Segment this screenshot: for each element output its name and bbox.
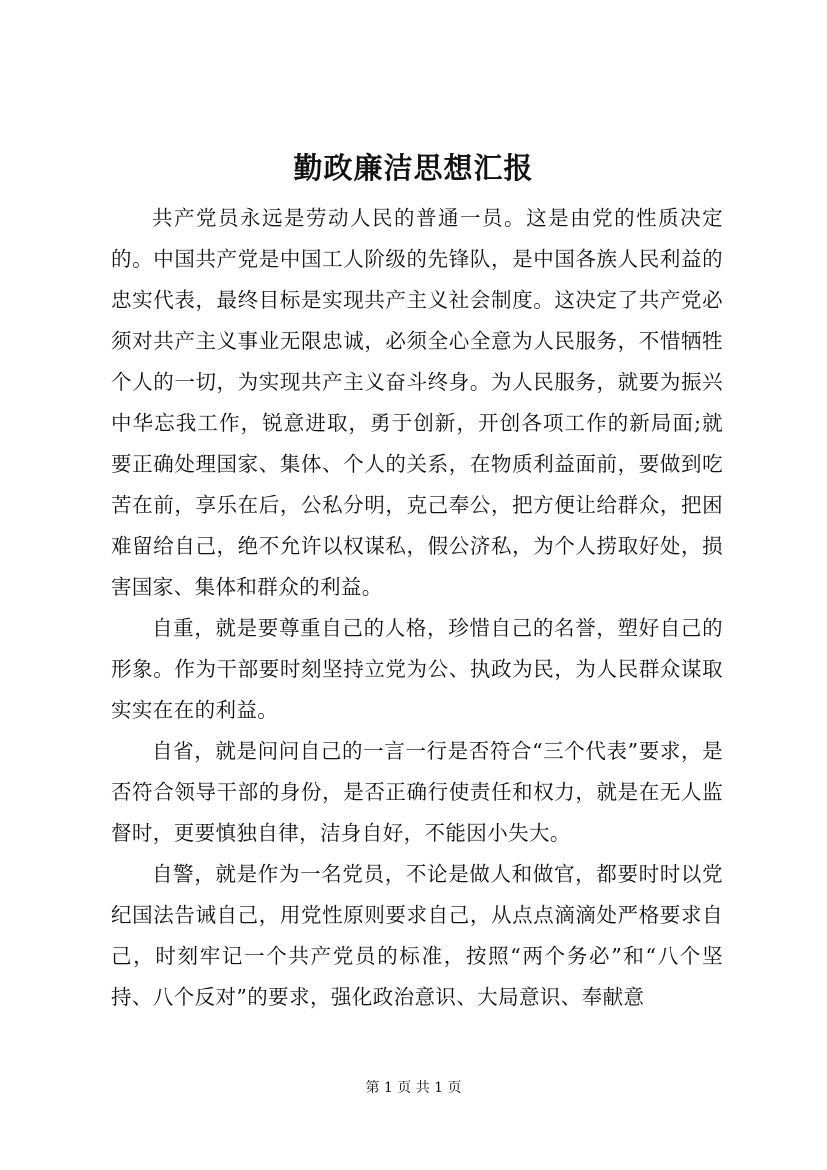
paragraph-4: 自警，就是作为一名党员，不论是做人和做官，都要时时以党纪国法告诫自己，用党性原则要求自己，从点点滴滴处严格要求自己，时刻牢记一个共产党员的标准，按照“两个务必”和“八个坚持、八个反对”的要求，强化政治意识、大局意识、奉献意 <box>111 862 723 1009</box>
document-body <box>111 198 723 1018</box>
document-title: 勤政廉洁思想汇报 <box>293 151 534 185</box>
page-number-footer: 第 1 页 共 1 页 <box>365 1080 462 1096</box>
paragraph-3: 自省，就是问问自己的一言一行是否符合“三个代表”要求，是否符合领导干部的身份，是否正确行使责任和权力，就是在无人监督时，更要慎独自律，洁身自好，不能因小失大。 <box>111 739 723 845</box>
paragraph-1: 共产党员永远是劳动人民的普通一员。这是由党的性质决定的。中国共产党是中国工人阶级的先锋队，是中国各族人民利益的忠实代表，最终目标是实现共产主义社会制度。这决定了共产党必须对共产主义事业无限忠诚，必须全心全意为人民服务，不惜牺牲个人的一切，为实现共产主义奋斗终身。为人民服务，就要为振兴中华忘我工作，锐意进取，勇于创新，开创各项工作的新局面;就要正确处理国家、集体、个人的关系，在物质利益面前，要做到吃苦在前，享乐在后，公私分明，克己奉公，把方便让给群众，把困难留给自己，绝不允许以权谋私，假公济私，为个人捞取好处，损害国家、集体和群众的利益。 <box>111 206 723 599</box>
paragraph-2: 自重，就是要尊重自己的人格，珍惜自己的名誉，塑好自己的形象。作为干部要时刻坚持立党为公、执政为民，为人民群众谋取实实在在的利益。 <box>111 616 723 722</box>
